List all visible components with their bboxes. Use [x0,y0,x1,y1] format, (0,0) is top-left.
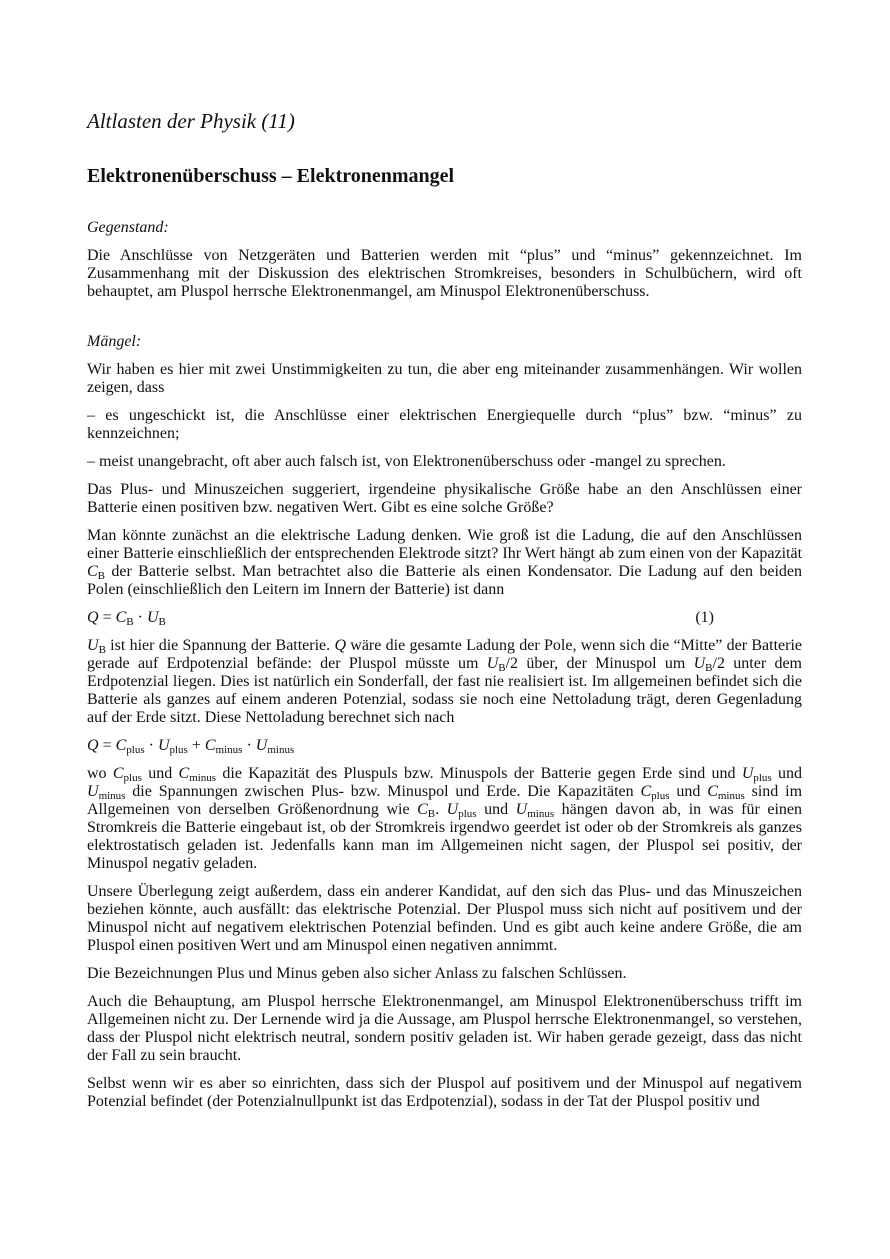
series-title: Altlasten der Physik (11) [87,109,295,133]
list-item: – es ungeschickt ist, die Anschlüsse einer elektrischen Energiequelle durch “plus” bzw. “minus” zu kennzeichnen; [87,407,802,442]
paragraph: Unsere Überlegung zeigt außerdem, dass ein anderer Kandidat, auf den sich das Plus- und das Minuszeichen beziehen könnte, auch ausfällt: das elektrische Potenzial. Der Pluspol muss sich nicht auf positivem und der Minuspol nicht auf negativem elektrischen Potenzial befinden. Und es gibt auch keine andere Größe, die am Pluspol einen positiven Wert und am Minuspol einen negativen annimmt. [87,883,802,954]
paragraph: Wir haben es hier mit zwei Unstimmigkeiten zu tun, die aber eng miteinander zusammenhängen. Wir wollen zeigen, dass [87,361,802,396]
section-heading-maengel: Mängel: [87,333,142,350]
formula-number: (1) [695,609,714,626]
list-item: – meist unangebracht, oft aber auch falsch ist, von Elektronenüberschuss oder -mangel zu sprechen. [87,453,726,470]
paragraph: Auch die Behauptung, am Pluspol herrsche Elektronenmangel, am Minuspol Elektronenüberschuss trifft im Allgemeinen nicht zu. Der Lernende wird ja die Aussage, am Pluspol herrsche Elektronenmangel, so verstehen, dass der Pluspol nicht elektrisch neutral, sondern positiv geladen ist. Wir haben gerade gezeigt, dass das nicht der Fall zu sein braucht. [87,993,802,1064]
paragraph: Das Plus- und Minuszeichen suggeriert, irgendeine physikalische Größe habe an den Anschlüssen einer Batterie einen positiven bzw. negativen Wert. Gibt es eine solche Größe? [87,481,802,516]
paragraph: $U_B$ ist hier die Spannung der Batterie. Q wäre die gesamte Ladung der Pole, wenn sich die “Mitte” der Batterie gerade auf Erdpotenzial befände: der Pluspol müsste um $U_B/2$ über, der Minuspol um $U_B/2$ unter dem Erdpotenzial liegen. Dies ist natürlich ein Sonderfall, der fast nie realisiert ist. Im allgemeinen befindet sich die Batterie als ganzes auf einem anderen Potenzial, sodass sie noch eine Nettoladung trägt, deren Gegenladung auf der Erde sitzt. Diese Nettoladung berechnet sich nach [87,637,803,726]
paragraph-gegenstand: Die Anschlüsse von Netzgeräten und Batterien werden mit “plus” und “minus” gekennzeichnet. Im Zusammenhang mit der Diskussion des elektrischen Stromkreises, besonders in Schulbüchern, wird oft behauptet, am Pluspol herrsche Elektronenmangel, am Minuspol Elektronenüberschuss. [87,247,802,300]
paragraph: Selbst wenn wir es aber so einrichten, dass sich der Pluspol auf positivem und der Minuspol auf negativem Potenzial befindet (der Potenzialnullpunkt ist das Erdpotenzial), sodass in der Tat der Pluspol positiv und [87,1075,802,1110]
section-heading-gegenstand: Gegenstand: [87,219,169,236]
formula-1 [87,609,802,627]
document-page [87,108,802,1121]
paragraph: Die Bezeichnungen Plus und Minus geben also sicher Anlass zu falschen Schlüssen. [87,965,627,982]
formula-2 [87,737,802,755]
paragraph: Man könnte zunächst an die elektrische Ladung denken. Wie groß ist die Ladung, die auf den Anschlüssen einer Batterie einschließlich der entsprechenden Elektrode sitzt? Ihr Wert hängt ab zum einen von der Kapazität $C_B$ der Batterie selbst. Man betrachtet also die Batterie als einen Kondensator. Die Ladung auf den beiden Polen (einschließlich den Leitern im Innern der Batterie) ist dann [87,527,803,598]
article-title: Elektronenüberschuss – Elektronenmangel [87,165,455,187]
formula-expression: $Q = C_B \cdot U_B$ [87,609,166,628]
paragraph: wo $C_{plus}$ und $C_{minus}$ die Kapazität des Pluspuls bzw. Minuspols der Batterie gegen Erde sind und $U_{plus}$ und $U_{minus}$ die Spannungen zwischen Plus- bzw. Minuspol und Erde. Die Kapazitäten $C_{plus}$ und $C_{minus}$ sind im Allgemeinen von derselben Größenordnung wie $C_B$. $U_{plus}$ und $U_{minus}$ hängen davon ab, in was für einen Stromkreis die Batterie eingebaut ist, ob der Stromkreis irgendwo geerdet ist oder ob der Stromkreis als ganzes elektrostatisch geladen ist. Jedenfalls kann man im Allgemeinen nicht sagen, der Pluspol sei positiv, der Minuspol negativ geladen. [87,765,803,872]
formula-expression: $Q = C_{plus} \cdot U_{plus} + C_{minus} \cdot U_{minus}$ [87,737,295,756]
